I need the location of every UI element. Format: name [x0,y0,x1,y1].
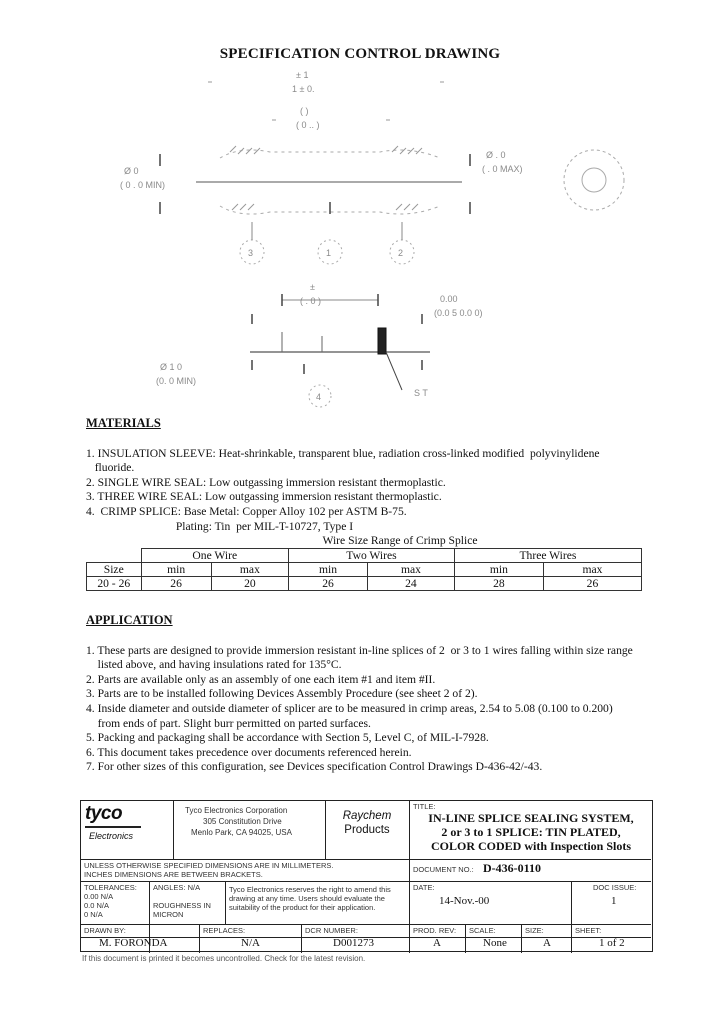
sheet-value: 1 of 2 [599,937,625,949]
sub-header: min [141,563,211,577]
wire-table-title: Wire Size Range of Crimp Splice [322,534,478,547]
application-heading: APPLICATION [86,613,173,627]
size-value: A [543,937,551,949]
tol-1: 0.00 N/A [84,892,114,901]
dcr-label: DCR NUMBER: [305,926,358,935]
materials-line: fluoride. [86,461,135,475]
notice-1: Tyco Electronics reserves the right to amend this [229,885,391,894]
replaces-value: N/A [241,937,260,949]
inspection-slot [378,328,386,354]
application-line: 5. Packing and packaging shall be accordance with Section 5, Level C, of MIL-I-7928. [86,731,489,745]
materials-line: Plating: Tin per MIL-T-10727, Type I [86,519,354,533]
date-value: 14-Nov.-00 [439,895,490,907]
brand-products: Products [344,824,390,836]
hatch-right [392,146,422,154]
end-view-inner [582,168,606,192]
issue-value: 1 [611,895,617,907]
tol-2: 0.0 N/A [84,901,110,910]
hatch-bl [232,204,254,210]
size-label: SIZE: [525,926,544,935]
scale-value: None [483,937,507,949]
units-line-2: INCHES DIMENSIONS ARE BETWEEN BRACKETS. [84,870,263,879]
notice-2: drawing at any time. Users should evaluate the [229,894,385,903]
application-line: 7. For other sizes of this configuration, see Devices specification Control Drawings D-436-42/-43. [86,760,543,774]
table-cell: 24 [367,577,454,591]
application-line: 1. These parts are designed to provide immersion resistant in-line splices of 2 or 3 to 1 wires falling within size range [86,643,633,657]
wire-size-table [86,548,642,591]
units-note [84,861,334,879]
dim-lower-right-1: 0.00 [440,294,458,304]
label-left-1: Ø 0 [124,166,139,176]
materials-list [86,432,600,549]
group-header: Three Wires [454,549,641,563]
application-list [86,629,633,790]
dim-top-1: ± 1 [296,70,309,80]
sub-header: max [543,563,641,577]
tolerances [84,883,137,919]
row-label: Size [87,563,142,577]
group-header: Two Wires [289,549,455,563]
drawn-label: DRAWN BY: [84,926,126,935]
prodrev-label: PROD. REV: [413,926,457,935]
sub-header: min [454,563,543,577]
angles-roughness [153,883,211,919]
docno-label: DOCUMENT NO.: [413,865,474,874]
application-line: 4. Inside diameter and outside diameter of splicer are to be measured in crimp areas, 2.54 to 5.08 (0.100 to 0.200) [86,701,613,715]
sub-header: max [211,563,288,577]
notice [229,885,391,912]
group-header: One Wire [141,549,289,563]
notice-3: suitability of the product for their application. [229,903,376,912]
tyco-logo: tyco [85,803,123,824]
title-line-1: IN-LINE SPLICE SEALING SYSTEM, [428,811,634,825]
label-right-2: ( . 0 MAX) [482,164,523,174]
drawn-value: M. FORONDA [99,937,168,949]
company-name: Tyco Electronics Corporation [185,806,288,815]
dim-lower-1: ± [310,282,315,292]
item-4: 4 [316,392,322,402]
materials-line: 1. INSULATION SLEEVE: Heat-shrinkable, transparent blue, radiation cross-linked modified polyvinylidene [86,446,600,460]
roughness-2: MICRON [153,910,184,919]
roughness-1: ROUGHNESS IN [153,901,211,910]
dim-mid-2: ( 0 .. ) [296,120,320,130]
company-address-2: Menlo Park, CA 94025, USA [191,828,292,837]
document-title [411,811,651,853]
dim-lower-2: ( . 0 ) [300,296,322,306]
issue-label: DOC ISSUE: [593,883,637,892]
table-cell: 28 [454,577,543,591]
application-line: from ends of part. Slight burr permitted on parted surfaces. [86,716,371,730]
materials-heading: MATERIALS [86,416,161,430]
table-cell: 26 [141,577,211,591]
inspection-label: S T [414,388,428,398]
replaces-label: REPLACES: [203,926,246,935]
materials-line: 4. CRIMP SPLICE: Base Metal: Copper Alloy 102 per ASTM B-75. [86,504,407,518]
brand-raychem: Raychem [342,810,392,822]
title-line-3: COLOR CODED with Inspection Slots [430,839,632,853]
company-info [185,805,292,838]
application-line: 3. Parts are to be installed following Devices Assembly Procedure (see sheet 2 of 2). [86,687,478,701]
page-title: SPECIFICATION CONTROL DRAWING [219,46,501,62]
company-address-1: 305 Constitution Drive [203,817,282,826]
item-2: 2 [398,248,404,258]
title-line-2: 2 or 3 to 1 SPLICE: TIN PLATED, [441,825,621,839]
prodrev-value: A [433,937,441,949]
dcr-value: D001273 [333,937,374,949]
item-3: 3 [248,248,254,258]
dim-top-2: 1 ± 0. [292,84,315,94]
table-cell: 26 [289,577,368,591]
dim-lower-left-1: Ø 1 0 [160,362,183,372]
scale-label: SCALE: [469,926,496,935]
document-number: D-436-0110 [483,861,541,875]
dim-lower-right-2: (0.0 5 0.0 0) [434,308,483,318]
label-left-2: ( 0 . 0 MIN) [120,180,166,190]
sheet-label: SHEET: [575,926,602,935]
title-block [80,800,653,952]
logo-subtitle: Electronics [89,831,134,841]
application-line: listed above, and having insulations rated for 135°C. [86,658,342,672]
materials-line: 2. SINGLE WIRE SEAL: Low outgassing immersion resistant thermoplastic. [86,475,446,489]
date-label: DATE: [413,883,435,892]
title-label: TITLE: [413,802,436,811]
application-line: 6. This document takes precedence over documents referenced herein. [86,745,412,759]
dim-lower-left-2: (0. 0 MIN) [156,376,197,386]
sub-header: max [367,563,454,577]
item-1: 1 [326,248,332,258]
angles: ANGLES: N/A [153,883,201,892]
dim-mid-1: ( ) [300,106,309,116]
units-line-1: UNLESS OTHERWISE SPECIFIED DIMENSIONS ARE IN MILLIMETERS. [84,861,334,870]
technical-drawing [0,62,720,412]
label-right-1: Ø . 0 [486,150,506,160]
tol-label: TOLERANCES: [84,883,137,892]
brand [325,809,409,837]
table-cell: 20 [211,577,288,591]
footer-note: If this document is printed it becomes uncontrolled. Check for the latest revision. [82,954,366,963]
size-value: 20 - 26 [87,577,142,591]
tol-3: 0 N/A [84,910,103,919]
sleeve-outline-top [220,150,440,158]
end-view-circle [564,150,624,210]
hatch-br [396,204,418,210]
table-cell: 26 [543,577,641,591]
materials-line: 3. THREE WIRE SEAL: Low outgassing immersion resistant thermoplastic. [86,490,442,504]
application-line: 2. Parts are available only as an assembly of one each item #1 and item #II. [86,672,436,686]
sub-header: min [289,563,368,577]
